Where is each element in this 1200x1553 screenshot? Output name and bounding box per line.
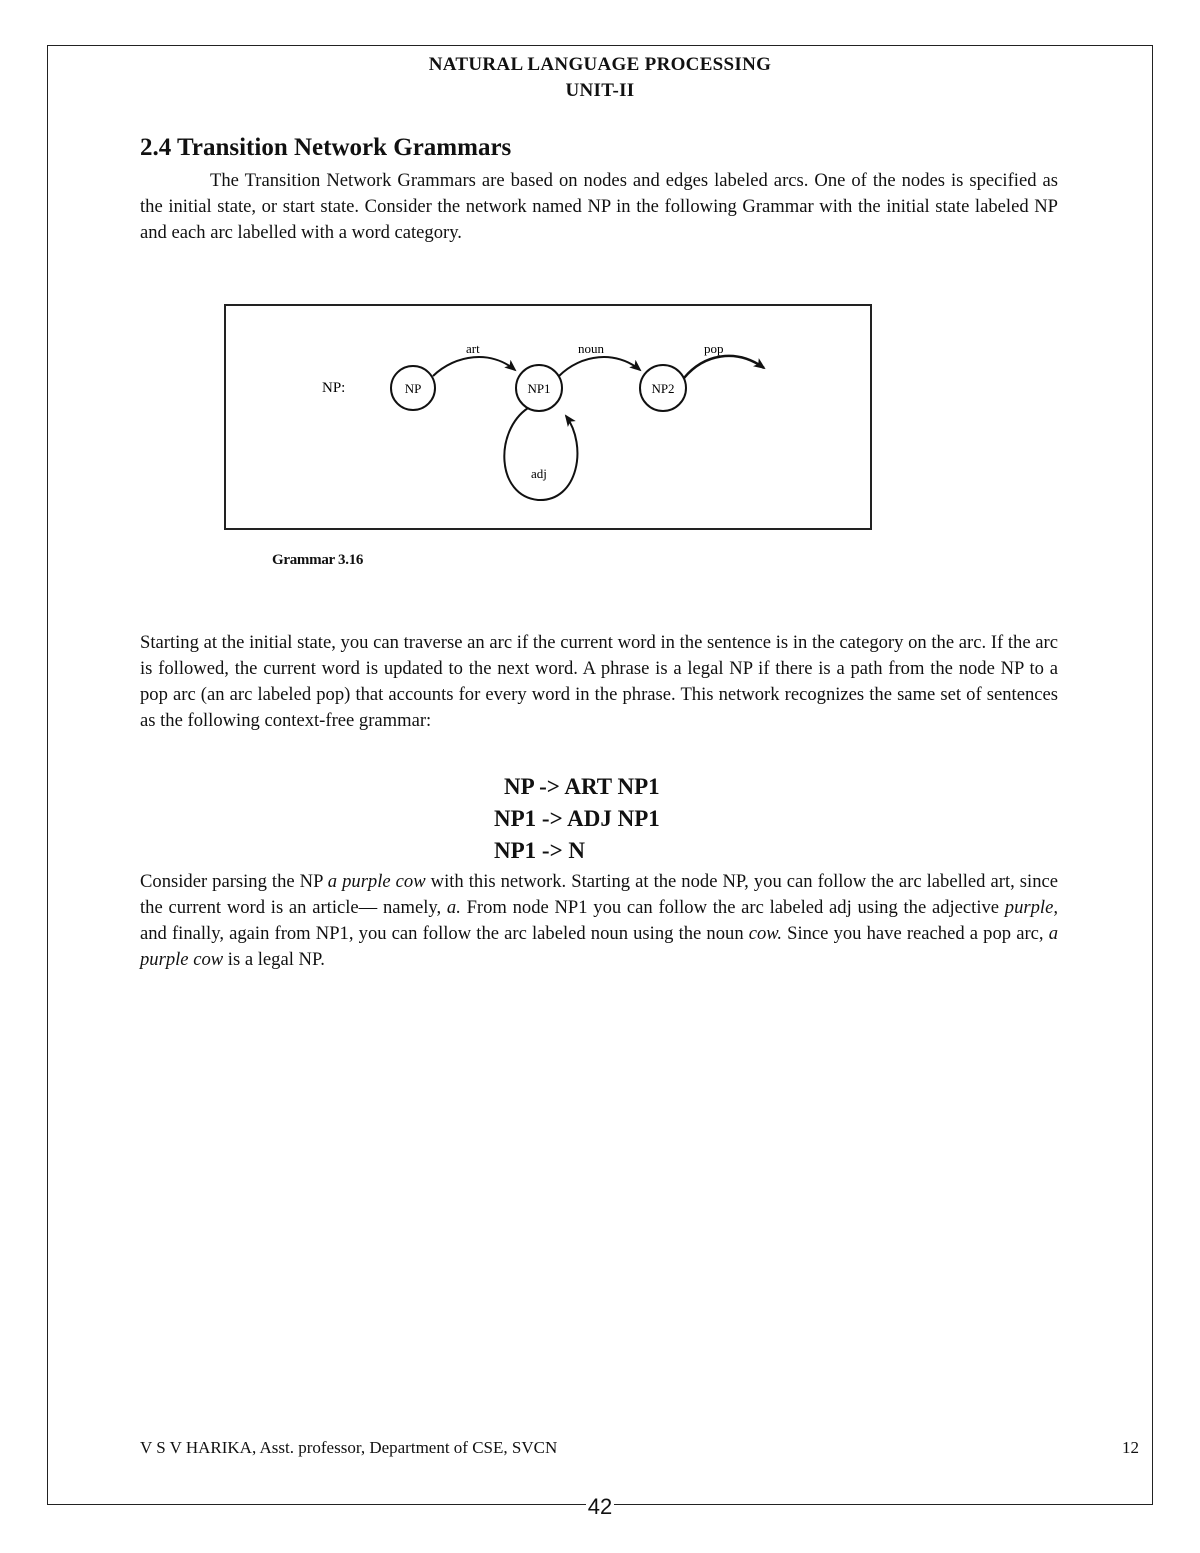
example-word: cow. bbox=[748, 923, 782, 944]
example-text: with this network. Starting at the node NP, you can follow the arc labelled art, since the current word is an article— namely, bbox=[140, 871, 1058, 918]
course-title: NATURAL LANGUAGE PROCESSING bbox=[428, 54, 772, 75]
grammar-rule: NP1 -> N bbox=[494, 838, 586, 863]
example-text: and finally, again from NP1, you can follow the arc labeled noun using the noun bbox=[140, 923, 749, 944]
sheet-number: 42 bbox=[587, 1494, 613, 1519]
example-text: Since you have reached a pop arc, bbox=[781, 923, 1049, 944]
arc-pop-label: pop bbox=[704, 341, 724, 356]
sheet-number-wrap bbox=[0, 1494, 1200, 1520]
example-text: Consider parsing the NP bbox=[140, 871, 328, 892]
example-text: is a legal NP. bbox=[223, 949, 325, 970]
arc-art-label: art bbox=[466, 341, 480, 356]
node-np2-label: NP2 bbox=[651, 381, 675, 396]
intro-paragraph bbox=[140, 168, 1058, 246]
page-number: 12 bbox=[1122, 1438, 1139, 1457]
arc-noun bbox=[559, 357, 640, 376]
example-phrase: a purple cow bbox=[327, 871, 426, 892]
grammar-rule: NP -> ART NP1 bbox=[504, 774, 660, 799]
example-phrase: a purple cow bbox=[140, 923, 1058, 970]
arc-adj-loop bbox=[504, 408, 577, 500]
example-paragraph bbox=[140, 869, 1058, 973]
example-word: a. bbox=[446, 897, 461, 918]
arc-pop bbox=[684, 356, 764, 378]
example-word: purple, bbox=[1004, 897, 1058, 918]
grammar-rule: NP1 -> ADJ NP1 bbox=[494, 806, 660, 831]
traverse-paragraph: Starting at the initial state, you can traverse an arc if the current word in the sentence is in the category on the arc. If the arc is followed, the current word is updated to the next word. A phrase is a legal NP if there is a path from the node NP to a pop arc (an arc labeled pop) that accounts for every word in the phrase. This network recognizes the same set of sentences as the following context-free grammar: bbox=[140, 632, 1058, 731]
section-title: 2.4 Transition Network Grammars bbox=[140, 134, 512, 161]
unit-title: UNIT-II bbox=[565, 80, 635, 101]
node-np1-label: NP1 bbox=[527, 381, 551, 396]
intro-text: The Transition Network Grammars are based on nodes and edges labeled arcs. One of the nodes is specified as the initial state, or start state. Consider the network named NP in the following Grammar with the initial state labeled NP and each arc labelled with a word category. bbox=[140, 170, 1058, 243]
arc-art bbox=[433, 357, 515, 376]
network-label: NP: bbox=[322, 380, 346, 396]
arc-adj-label: adj bbox=[531, 466, 547, 481]
transition-network-figure bbox=[224, 304, 872, 530]
example-text: From node NP1 you can follow the arc labeled adj using the adjective bbox=[460, 897, 1005, 918]
arc-noun-label: noun bbox=[578, 341, 604, 356]
footer-author: V S V HARIKA, Asst. professor, Department of CSE, SVCN bbox=[140, 1438, 558, 1457]
figure-caption: Grammar 3.16 bbox=[272, 552, 364, 568]
node-np-label: NP bbox=[404, 381, 422, 396]
network-diagram bbox=[226, 306, 874, 532]
